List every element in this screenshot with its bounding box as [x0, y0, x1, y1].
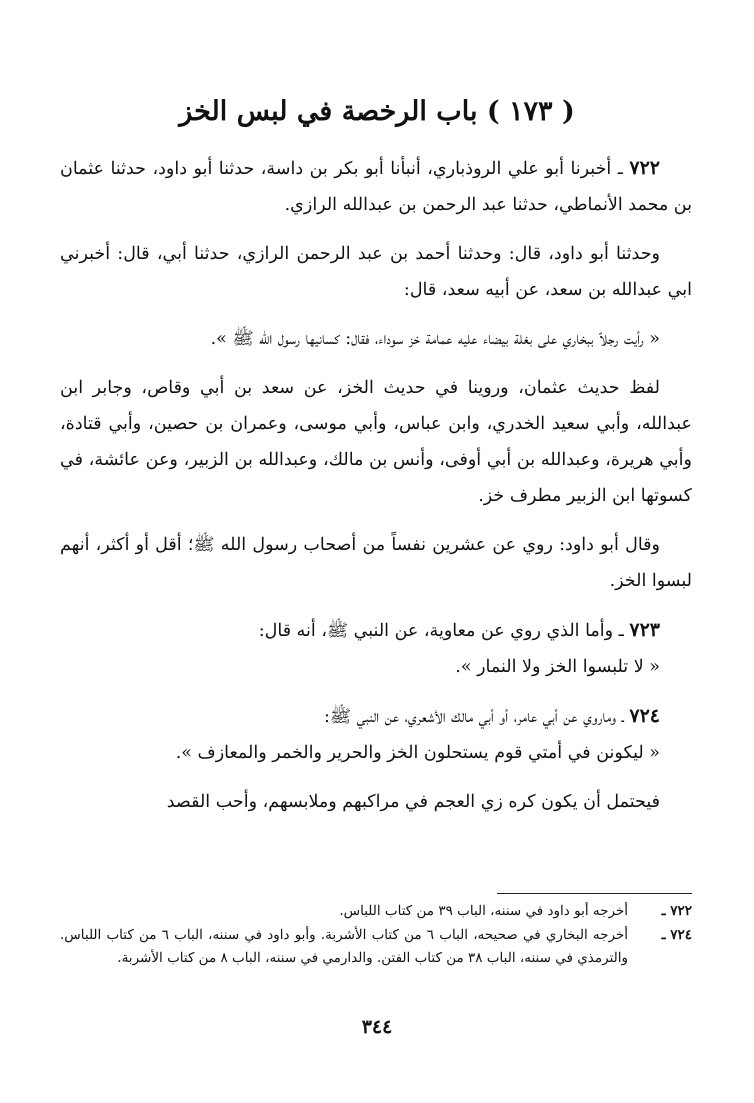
page-number: ٣٤٤: [361, 1016, 393, 1038]
paragraph: وحدثنا أبو داود، قال: وحدثنا أحمد بن عبد الرحمن الرازي، حدثنا أبي، قال: أخبرني ابي عبدالله بن سعد، عن أبيه سعد، قال:: [60, 244, 692, 300]
main-text: [60, 150, 692, 833]
paragraph: وقال أبو داود: روي عن عشرين نفساً من أصحاب رسول الله ﷺ؛ أقل أو أكثر، أنهم لبسوا الخز.: [60, 535, 692, 591]
footnote-divider: [497, 893, 692, 894]
quotation: « لا تلبسوا الخز ولا النمار ».: [455, 657, 660, 677]
hadith-722: [60, 150, 692, 223]
paragraph-text: ـ وأما الذي روي عن معاوية، عن النبي ﷺ، أنه قال:: [258, 621, 630, 641]
footnote-722: [60, 900, 692, 923]
footnote-text: أخرجه البخاري في صحيحه، الباب ٦ من كتاب الأشربة. وأبو داود في سننه، الباب ٦ من كتاب اللباس. والترمذي في سننه، الباب ٣٨ من كتاب الفتن. والدارمي في سننه، الباب ٨ من كتاب الأشربة.: [60, 927, 629, 966]
paragraph: لفظ حديث عثمان، وروينا في حديث الخز، عن سعد بن أبي وقاص، وجابر ابن عبدالله، وأبي سعيد الخدري، وابن عباس، وأبي موسى، وعمران بن حصين، وأبي قتادة، وأبي هريرة، وعبدالله بن أبي أوفى، وأنس بن مالك، وعبدالله بن الزبير، وعن عائشة، في كسوتها ابن الزبير مطرف خز.: [60, 378, 692, 506]
quotation: « ليكونن في أمتي قوم يستحلون الخز والحرير والخمر والمعازف ».: [175, 743, 660, 763]
footnote-number: ٧٢٢ ـ: [661, 903, 692, 919]
footnote-724: [60, 924, 692, 970]
hadith-724: [60, 698, 692, 735]
hadith-number: ٧٢٣: [629, 619, 660, 641]
hadith-number: ٧٢٢: [629, 157, 660, 179]
footnote-number: ٧٢٤ ـ: [661, 927, 692, 943]
footnote-text: أخرجه أبو داود في سننه، الباب ٣٩ من كتاب اللباس.: [339, 903, 628, 919]
hadith-number: ٧٢٤: [629, 705, 660, 727]
paragraph-text: ـ وماروي عن أبي عامر، أو أبي مالك الأشعري، عن النبي ﷺ:: [324, 707, 630, 727]
chapter-title: ( ١٧٣ ) باب الرخصة في لبس الخز: [179, 96, 575, 127]
hadith-723: [60, 612, 692, 649]
footnotes: [60, 900, 692, 971]
paragraph: فيحتمل أن يكون كره زي العجم في مراكبهم وملابسهم، وأحب القصد: [166, 792, 660, 812]
quotation: « رأيت رجلاً ببخاري على بغلة بيضاء عليه عمامة خز سوداء، فقال: كسانيها رسول الله ﷺ ».: [210, 329, 660, 349]
paragraph-text: ـ أخبرنا أبو علي الروذباري، أنبأنا أبو بكر بن داسة، حدثنا أبو داود، حدثنا عثمان بن محمد الأنماطي، حدثنا عبد الرحمن بن عبدالله الرازي.: [60, 159, 692, 215]
